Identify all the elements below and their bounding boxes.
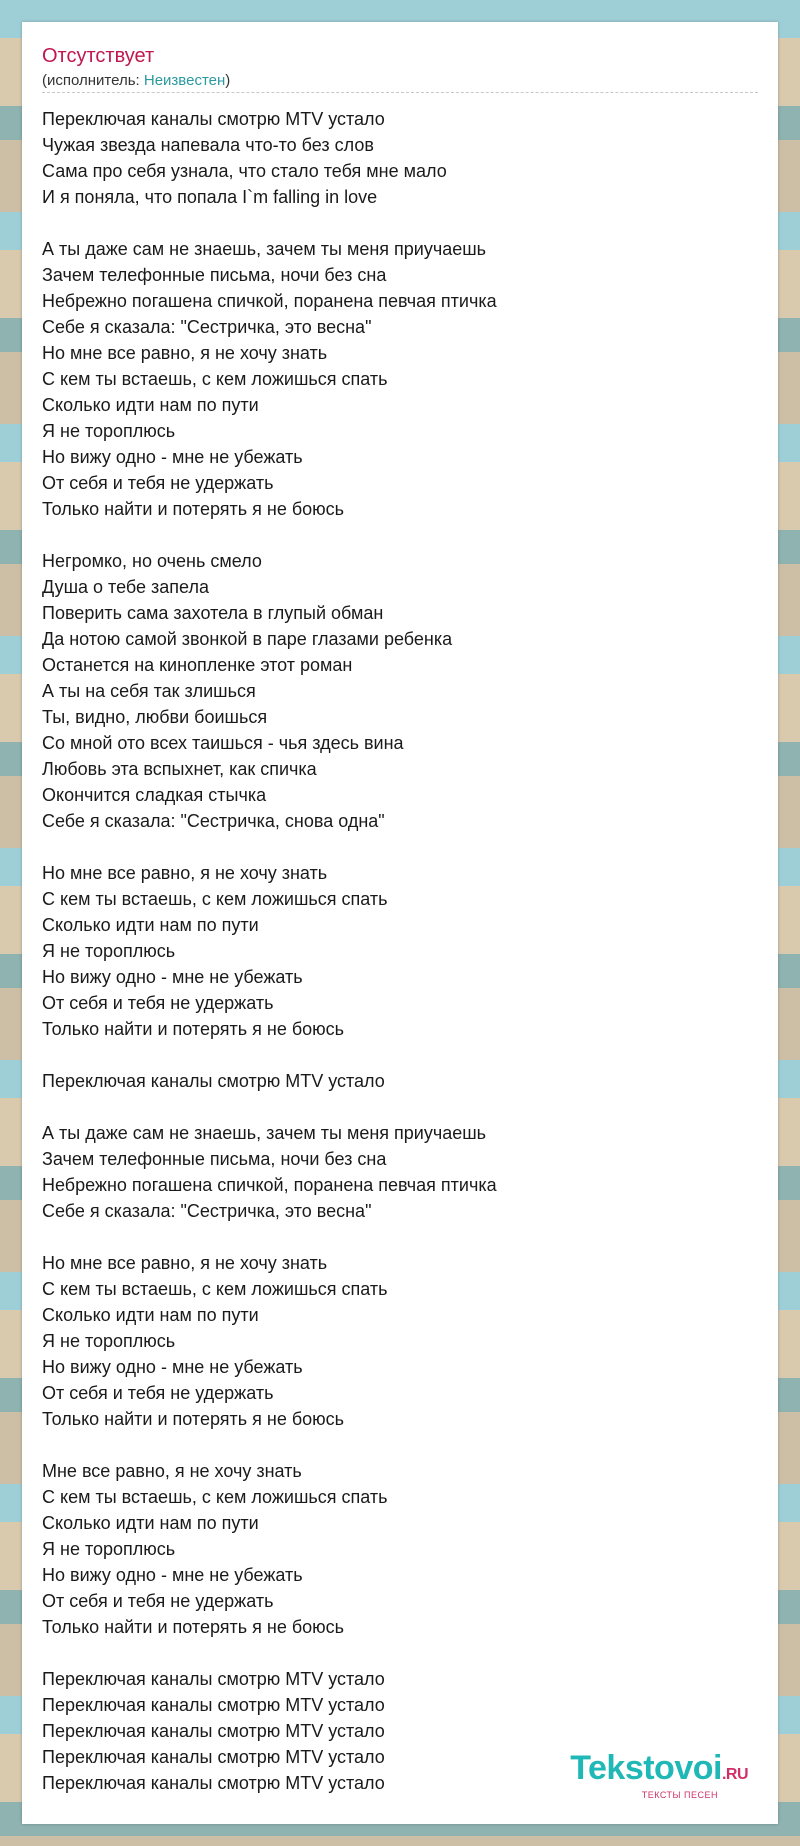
lyric-line: Но мне все равно, я не хочу знать [42,343,328,363]
lyric-line: А ты на себя так злишься [42,681,256,701]
lyric-stanza [42,1250,758,1432]
lyric-line: Но мне все равно, я не хочу знать [42,863,328,883]
lyric-line: Но вижу одно - мне не убежать [42,1565,303,1585]
lyric-line: С кем ты встаешь, с кем ложишься спать [42,369,388,389]
lyric-line: Зачем телефонные письма, ночи без сна [42,265,387,285]
lyric-line: Любовь эта вспыхнет, как спичка [42,759,317,779]
lyric-line: Сколько идти нам по пути [42,395,259,415]
lyric-line: С кем ты встаешь, с кем ложишься спать [42,1487,388,1507]
lyric-line: Останется на кинопленке этот роман [42,655,353,675]
lyric-stanza [42,1458,758,1640]
lyric-line: Переключая каналы смотрю MTV устало [42,1747,385,1767]
lyric-line: Только найти и потерять я не боюсь [42,1409,345,1429]
lyric-line: И я поняла, что попала I`m falling in love [42,187,378,207]
site-logo[interactable] [570,1751,748,1800]
lyric-line: Переключая каналы смотрю MTV устало [42,109,385,129]
artist-suffix: ) [225,72,231,89]
lyric-line: Переключая каналы смотрю MTV устало [42,1071,385,1091]
lyric-line: Но вижу одно - мне не убежать [42,967,303,987]
lyric-line: Да нотою самой звонкой в паре глазами ребенка [42,629,453,649]
lyric-line: А ты даже сам не знаешь, зачем ты меня приучаешь [42,1123,487,1143]
header-divider [42,92,758,93]
lyric-line: Окончится сладкая стычка [42,785,267,805]
lyric-line: Я не тороплюсь [42,1331,176,1351]
lyric-line: От себя и тебя не удержать [42,473,274,493]
lyric-line: Мне все равно, я не хочу знать [42,1461,302,1481]
logo-tagline: ТЕКСТЫ ПЕСЕН [641,1790,718,1800]
lyric-line: А ты даже сам не знаешь, зачем ты меня приучаешь [42,239,487,259]
lyric-line: Только найти и потерять я не боюсь [42,1617,345,1637]
lyric-line: Я не тороплюсь [42,1539,176,1559]
lyric-line: Небрежно погашена спичкой, поранена певчая птичка [42,291,497,311]
lyric-line: Но вижу одно - мне не убежать [42,447,303,467]
lyrics-body [42,106,758,1822]
lyric-line: Себе я сказала: "Сестричка, это весна" [42,1201,372,1221]
lyric-line: Я не тороплюсь [42,421,176,441]
lyric-line: Себе я сказала: "Сестричка, снова одна" [42,811,385,831]
lyric-stanza [42,860,758,1042]
lyric-line: Сама про себя узнала, что стало тебя мне мало [42,161,447,181]
artist-line [42,72,230,90]
lyric-line: Переключая каналы смотрю MTV устало [42,1695,385,1715]
lyric-stanza [42,106,758,210]
song-title: Отсутствует [42,45,155,67]
lyric-line: От себя и тебя не удержать [42,993,274,1013]
lyric-stanza [42,1068,758,1094]
lyric-stanza [42,548,758,834]
lyric-line: Сколько идти нам по пути [42,1305,259,1325]
logo-tld: .RU [721,1766,748,1783]
lyric-line: Негромко, но очень смело [42,551,262,571]
lyric-line: Только найти и потерять я не боюсь [42,1019,345,1039]
lyric-line: Небрежно погашена спичкой, поранена певчая птичка [42,1175,497,1195]
lyric-line: От себя и тебя не удержать [42,1383,274,1403]
lyric-line: Переключая каналы смотрю MTV устало [42,1669,385,1689]
lyric-line: Сколько идти нам по пути [42,915,259,935]
lyric-line: Переключая каналы смотрю MTV устало [42,1721,385,1741]
logo-name: Tekstovoi [570,1749,722,1787]
lyrics-card [22,22,778,1824]
lyric-line: Сколько идти нам по пути [42,1513,259,1533]
lyric-line: С кем ты встаешь, с кем ложишься спать [42,1279,388,1299]
artist-prefix: (исполнитель: [42,72,144,89]
artist-link[interactable]: Неизвестен [143,72,226,89]
lyric-line: Переключая каналы смотрю MTV устало [42,1773,385,1793]
lyric-line: Но вижу одно - мне не убежать [42,1357,303,1377]
lyric-line: Душа о тебе запела [42,577,209,597]
lyric-stanza [42,236,758,522]
lyric-line: Со мной ото всех таишься - чья здесь вина [42,733,404,753]
lyric-line: Чужая звезда напевала что-то без слов [42,135,374,155]
lyric-line: Я не тороплюсь [42,941,176,961]
lyric-line: С кем ты встаешь, с кем ложишься спать [42,889,388,909]
lyric-line: Поверить сама захотела в глупый обман [42,603,384,623]
lyric-line: Себе я сказала: "Сестричка, это весна" [42,317,372,337]
lyric-line: Ты, видно, любви боишься [42,707,268,727]
lyric-line: Только найти и потерять я не боюсь [42,499,345,519]
lyric-line: Зачем телефонные письма, ночи без сна [42,1149,387,1169]
lyric-line: От себя и тебя не удержать [42,1591,274,1611]
lyric-stanza [42,1120,758,1224]
lyric-line: Но мне все равно, я не хочу знать [42,1253,328,1273]
